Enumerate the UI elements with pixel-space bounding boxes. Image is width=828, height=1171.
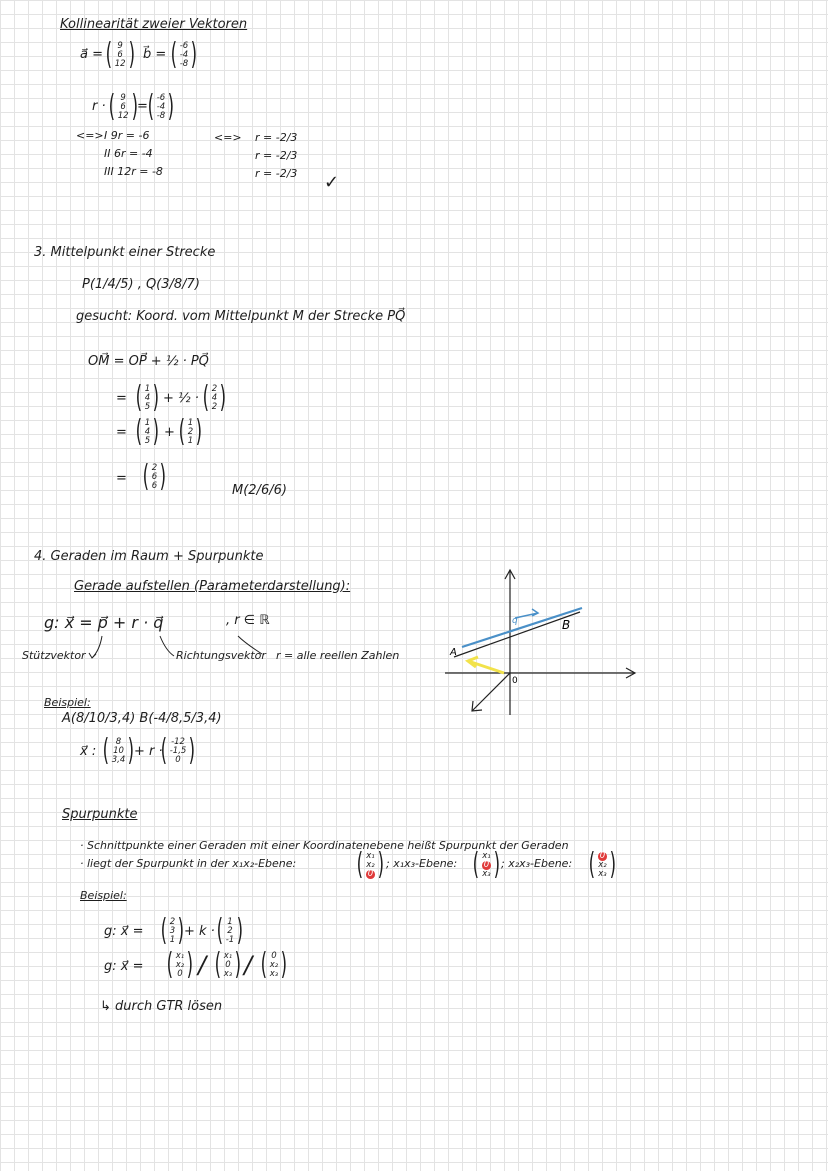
coordinate-diagram — [440, 565, 650, 720]
r-eq-vec1: ( 9 6 12 ) — [108, 89, 138, 124]
points-pq: P(1/4/5) , Q(3/8/7) — [82, 277, 200, 292]
g2-vec2: ( x₁ 0 x₃ ) — [214, 947, 242, 982]
gtr-note: ↳ durch GTR lösen — [100, 999, 223, 1014]
vector-p — [468, 661, 504, 673]
g1-vec1: ( 2 3 1 ) — [160, 913, 185, 948]
midpoint-result: M(2/6/6) — [232, 483, 287, 498]
label-r-reell: r = alle reellen Zahlen — [276, 649, 400, 662]
spur-vec-c: ( 0 x₂ x₃ ) — [588, 847, 617, 882]
vector-b: ( -6 -4 -8 ) — [170, 37, 198, 72]
line2-equals: = — [116, 391, 127, 406]
r-eq-equals: = — [137, 99, 148, 114]
axis-x1 — [472, 673, 510, 711]
line-formula: g: x⃗ = p⃗ + r · q⃗ — [44, 613, 164, 632]
line4-equals: = — [116, 471, 127, 486]
label-richtungsvektor: Richtungsvektor — [176, 649, 266, 662]
equation-2: II 6r = -4 — [104, 147, 153, 160]
line3-equals: = — [116, 425, 127, 440]
section-title-mittelpunkt: 3. Mittelpunkt einer Strecke — [34, 245, 216, 260]
line2-mid: + ½ · — [163, 391, 199, 406]
spur-text-b: ; x₁x₃-Ebene: — [386, 857, 458, 870]
g2-vec3: ( 0 x₂ x₃ ) — [260, 947, 288, 982]
example-vec1: ( 8 10 3,4 ) — [102, 733, 135, 768]
equiv-1: <=> — [76, 129, 104, 142]
g1-lhs: g: x⃗ = — [104, 924, 144, 939]
g1-vec2: ( 1 2 -1 ) — [216, 913, 244, 948]
slash-2: / — [244, 951, 253, 979]
spur-vec-b: ( x₁ 0 x₃ ) — [472, 847, 501, 882]
solution-1: r = -2/3 — [255, 131, 298, 144]
equation-3: III 12r = -8 — [104, 165, 163, 178]
equation-1: I 9r = -6 — [104, 129, 150, 142]
section-title-spurpunkte: Spurpunkte — [62, 807, 138, 822]
line3-vec1: ( 1 4 5 ) — [135, 414, 160, 449]
g2-vec1: ( x₁ x₂ 0 ) — [166, 947, 194, 982]
beispiel-label-2: Beispiel: — [80, 889, 127, 902]
diagram-label-b: B — [562, 618, 571, 632]
solution-2: r = -2/3 — [255, 149, 298, 162]
r-eq-vec2: ( -6 -4 -8 ) — [147, 89, 175, 124]
g1-mid: + k · — [184, 924, 215, 939]
line-formula-r: , r ∈ ℝ — [226, 613, 270, 628]
section-title-kollinear: Kollinearität zweier Vektoren — [60, 17, 248, 32]
vector-a: ( 9 6 12 ) — [105, 37, 135, 72]
line2-vec1: ( 1 4 5 ) — [135, 380, 160, 415]
spur-text-c: ; x₂x₃-Ebene: — [501, 857, 573, 870]
spur-definition: · Schnittpunkte einer Geraden mit einer Koordinatenebene heißt Spurpunkt der Geraden — [80, 839, 569, 852]
subtitle-parameter: Gerade aufstellen (Parameterdarstellung): — [74, 579, 351, 594]
line3-plus: + — [164, 425, 175, 440]
section-title-geraden: 4. Geraden im Raum + Spurpunkte — [34, 549, 264, 564]
g2-lhs: g: x⃗ = — [104, 959, 144, 974]
line2-vec2: ( 2 4 2 ) — [202, 380, 227, 415]
spur-vec-a: ( x₁ x₂ 0 ) — [356, 847, 385, 882]
vector-b-label: b⃗ = — [143, 47, 167, 62]
equiv-2: <=> — [214, 131, 242, 144]
vector-a-label: a⃗ = — [80, 47, 103, 62]
solution-3: r = -2/3 — [255, 167, 298, 180]
diagram-label-origin: 0 — [512, 676, 518, 686]
midpoint-formula: OM⃗ = OP⃗ + ½ · PQ⃗ — [88, 354, 209, 369]
line3-vec2: ( 1 2 1 ) — [178, 414, 203, 449]
label-stuetzvektor: Stützvektor — [22, 649, 86, 662]
beispiel-label-1: Beispiel: — [44, 696, 91, 709]
slash-1: / — [198, 951, 207, 979]
annotation-arrows — [0, 620, 420, 670]
example-x-label: x⃗ : — [80, 744, 97, 759]
line4-vec: ( 2 6 6 ) — [142, 459, 167, 494]
diagram-label-a: A — [450, 647, 457, 658]
example-mid: + r · — [134, 744, 163, 759]
check-mark-icon: ✓ — [324, 172, 340, 193]
diagram-label-q: q — [512, 616, 518, 626]
example-vec2: ( -12 -1,5 0 ) — [160, 733, 196, 768]
spur-text-a: · liegt der Spurpunkt in der x₁x₂-Ebene: — [80, 857, 297, 870]
gesucht-text: gesucht: Koord. vom Mittelpunkt M der Strecke PQ⃗ — [76, 309, 406, 324]
example-points: A(8/10/3,4) B(-4/8,5/3,4) — [62, 711, 222, 726]
r-eq-lhs: r · — [92, 99, 106, 114]
